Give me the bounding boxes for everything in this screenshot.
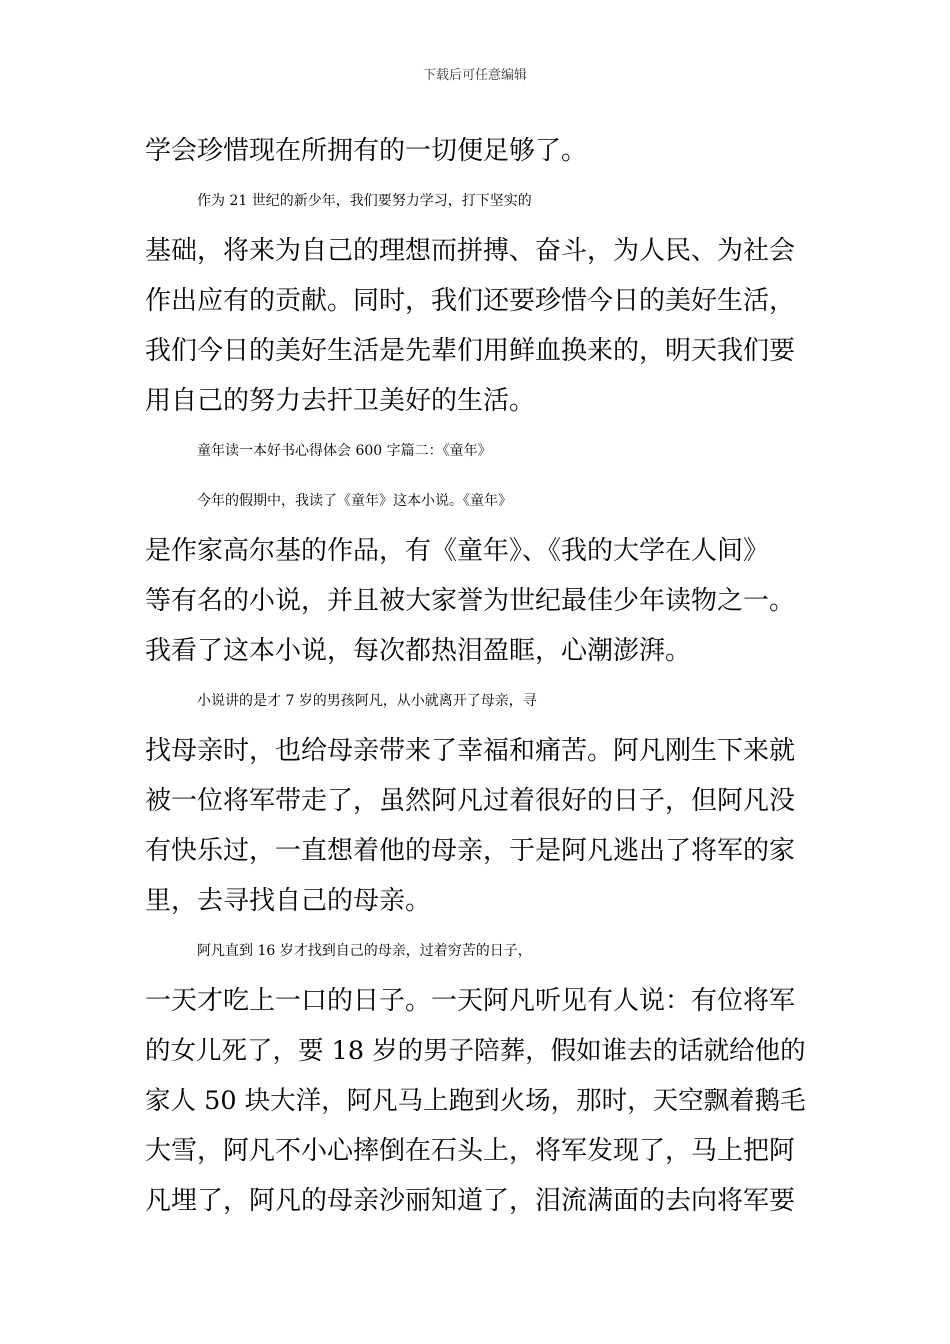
section-heading: 童年读一本好书心得体会 600 字篇二：《童年》 xyxy=(197,443,492,459)
text-line: 用自己的努力去扞卫美好的生活。 xyxy=(145,386,536,416)
paragraph-start-line: 作为 21 世纪的新少年，我们要努力学习，打下坚实的 xyxy=(197,193,532,209)
text-line: 凡埋了，阿凡的母亲沙丽知道了，泪流满面的去向将军要 xyxy=(145,1186,796,1216)
paragraph-start-line: 今年的假期中，我读了《童年》这本小说。《童年》 xyxy=(197,493,512,509)
paragraph-start-line: 小说讲的是才 7 岁的男孩阿凡，从小就离开了母亲，寻 xyxy=(197,693,537,709)
text-line: 有快乐过，一直想着他的母亲，于是阿凡逃出了将军的家 xyxy=(145,836,796,866)
text-line: 学会珍惜现在所拥有的一切便足够了。 xyxy=(145,136,588,166)
text-line: 家人 50 块大洋，阿凡马上跑到火场，那时，天空飘着鹅毛 xyxy=(145,1086,806,1116)
text-line: 找母亲时，也给母亲带来了幸福和痛苦。阿凡刚生下来就 xyxy=(145,736,796,766)
text-line: 一天才吃上一口的日子。一天阿凡听见有人说：有位将军 xyxy=(145,986,796,1016)
text-line: 的女儿死了，要 18 岁的男子陪葬，假如谁去的话就给他的 xyxy=(145,1036,806,1066)
text-line: 大雪，阿凡不小心摔倒在石头上，将军发现了，马上把阿 xyxy=(145,1136,796,1166)
text-line: 我看了这本小说，每次都热泪盈眶，心潮澎湃。 xyxy=(145,636,692,666)
paragraph-start-line: 阿凡直到 16 岁才找到自己的母亲，过着穷苦的日子， xyxy=(197,943,532,959)
text-line: 基础，将来为自己的理想而拼搏、奋斗，为人民、为社会 xyxy=(145,236,796,266)
text-line: 我们今日的美好生活是先辈们用鲜血换来的，明天我们要 xyxy=(145,336,796,366)
page-header: 下载后可任意编辑 xyxy=(422,68,527,83)
text-line: 是作家高尔基的作品，有《童年》、《我的大学在人间》 xyxy=(145,536,770,566)
text-line: 被一位将军带走了，虽然阿凡过着很好的日子，但阿凡没 xyxy=(145,786,796,816)
text-line: 里，去寻找自己的母亲。 xyxy=(145,886,432,916)
text-line: 等有名的小说，并且被大家誉为世纪最佳少年读物之一。 xyxy=(145,586,796,616)
text-line: 作出应有的贡献。同时，我们还要珍惜今日的美好生活， xyxy=(145,286,796,316)
